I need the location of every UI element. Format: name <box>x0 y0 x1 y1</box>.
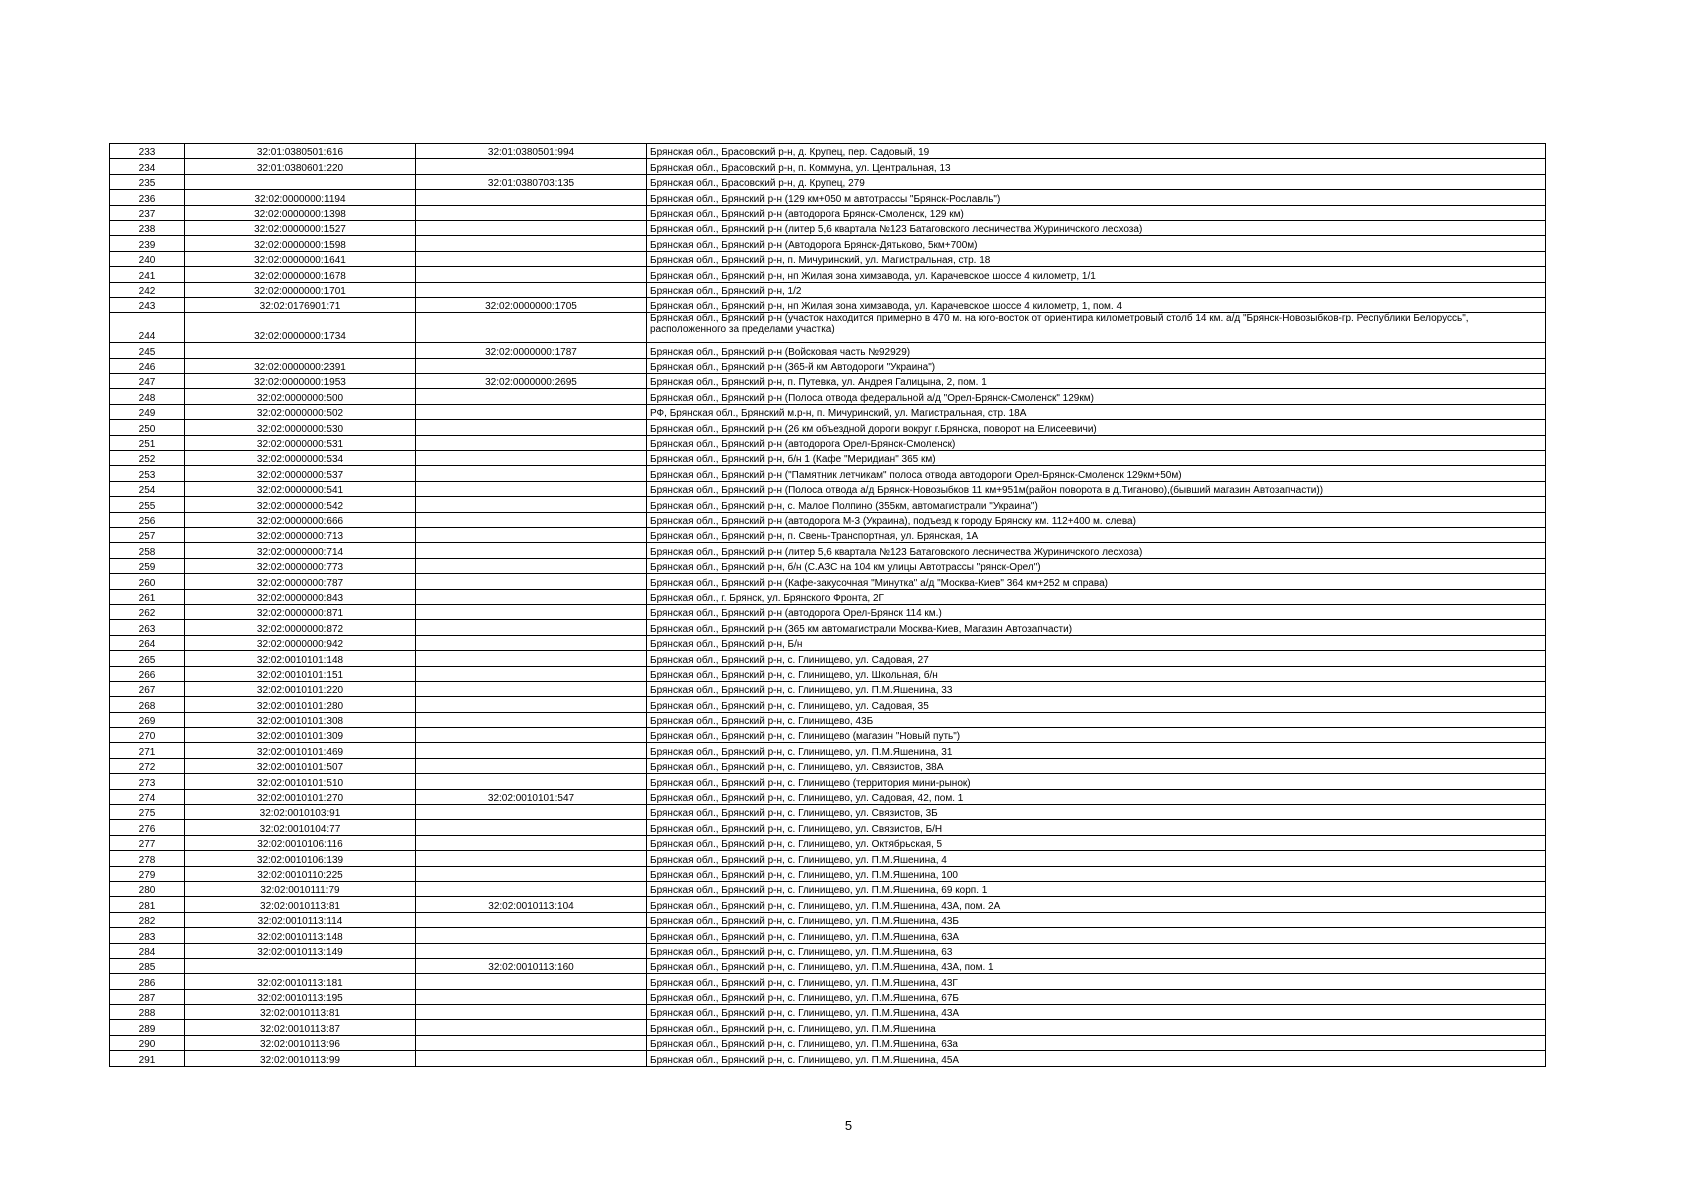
cadastral-number-cell: 32:02:0000000:843 <box>185 589 416 604</box>
cadastral-number-cell: 32:02:0000000:2391 <box>185 358 416 373</box>
row-number-cell: 283 <box>110 928 185 943</box>
table-row <box>110 558 1546 573</box>
table-row <box>110 866 1546 881</box>
row-number-cell: 249 <box>110 404 185 419</box>
cadastral-number-cell <box>185 343 416 358</box>
cadastral-number-cell: 32:02:0010101:469 <box>185 743 416 758</box>
cadastral-number-cell: 32:02:0010101:309 <box>185 728 416 743</box>
related-cadastral-number-cell <box>416 527 647 542</box>
address-cell: Брянская обл., Брянский р-н, с. Глинищево (территория мини-рынок) <box>647 774 1546 789</box>
related-cadastral-number-cell <box>416 251 647 266</box>
cadastral-number-cell: 32:02:0000000:534 <box>185 451 416 466</box>
table-row <box>110 313 1546 343</box>
cadastral-number-cell: 32:02:0000000:714 <box>185 543 416 558</box>
cadastral-number-cell: 32:02:0000000:502 <box>185 404 416 419</box>
row-number-cell: 272 <box>110 758 185 773</box>
table-row <box>110 527 1546 542</box>
address-cell: Брянская обл., Брянский р-н, с. Глинищево, ул. П.М.Яшенина, 43Б <box>647 912 1546 927</box>
address-cell: Брянская обл., Брасовский р-н, п. Коммуна, ул. Центральная, 13 <box>647 159 1546 174</box>
address-cell: Брянская обл., Брянский р-н, с. Глинищево, ул. П.М.Яшенина, 43Г <box>647 974 1546 989</box>
related-cadastral-number-cell <box>416 651 647 666</box>
property-table <box>109 143 1546 1067</box>
row-number-cell: 242 <box>110 282 185 297</box>
table-row <box>110 159 1546 174</box>
address-cell: Брянская обл., Брянский р-н, б/н 1 (Кафе "Меридиан" 365 км) <box>647 451 1546 466</box>
related-cadastral-number-cell <box>416 190 647 205</box>
address-cell: Брянская обл., Брасовский р-н, д. Крупец, 279 <box>647 174 1546 189</box>
table-row <box>110 1005 1546 1020</box>
address-cell: Брянская обл., Брянский р-н, п. Мичуринский, ул. Магистральная, стр. 18 <box>647 251 1546 266</box>
related-cadastral-number-cell <box>416 604 647 619</box>
cadastral-number-cell: 32:02:0010101:220 <box>185 681 416 696</box>
cadastral-number-cell: 32:02:0010101:151 <box>185 666 416 681</box>
related-cadastral-number-cell <box>416 912 647 927</box>
related-cadastral-number-cell <box>416 497 647 512</box>
address-cell: Брянская обл., Брянский р-н, с. Глинищево, ул. Школьная, б/н <box>647 666 1546 681</box>
table-row <box>110 897 1546 912</box>
related-cadastral-number-cell <box>416 635 647 650</box>
row-number-cell: 246 <box>110 358 185 373</box>
table-row <box>110 1035 1546 1050</box>
row-number-cell: 268 <box>110 697 185 712</box>
row-number-cell: 291 <box>110 1051 185 1066</box>
row-number-cell: 255 <box>110 497 185 512</box>
address-cell: Брянская обл., Брянский р-н, с. Глинищево, ул. Связистов, 3Б <box>647 805 1546 820</box>
cadastral-number-cell: 32:02:0010110:225 <box>185 866 416 881</box>
row-number-cell: 241 <box>110 267 185 282</box>
table-row <box>110 604 1546 619</box>
row-number-cell: 279 <box>110 866 185 881</box>
address-cell: Брянская обл., Брянский р-н, б/н (С.АЗС на 104 км улицы Автотрассы "рянск-Орел") <box>647 558 1546 573</box>
table-row <box>110 574 1546 589</box>
related-cadastral-number-cell <box>416 404 647 419</box>
table-row <box>110 881 1546 896</box>
address-cell: Брянская обл., Брянский р-н (365 км автомагистрали Москва-Киев, Магазин Автозапчасти) <box>647 620 1546 635</box>
related-cadastral-number-cell <box>416 989 647 1004</box>
address-cell: Брянская обл., Брянский р-н, с. Глинищево, ул. Связистов, 38А <box>647 758 1546 773</box>
table-row <box>110 1020 1546 1035</box>
row-number-cell: 284 <box>110 943 185 958</box>
table-row <box>110 774 1546 789</box>
table-row <box>110 512 1546 527</box>
address-cell: Брянская обл., Брянский р-н (365-й км Автодороги "Украина") <box>647 358 1546 373</box>
related-cadastral-number-cell: 32:01:0380501:994 <box>416 144 647 159</box>
related-cadastral-number-cell <box>416 282 647 297</box>
address-cell: Брянская обл., Брянский р-н (129 км+050 м автотрассы "Брянск-Рославль") <box>647 190 1546 205</box>
table-row <box>110 666 1546 681</box>
related-cadastral-number-cell <box>416 943 647 958</box>
related-cadastral-number-cell <box>416 758 647 773</box>
table-row <box>110 420 1546 435</box>
row-number-cell: 252 <box>110 451 185 466</box>
cadastral-number-cell: 32:02:0000000:1398 <box>185 205 416 220</box>
address-cell: Брянская обл., Брянский р-н, с. Глинищево, ул. П.М.Яшенина, 33 <box>647 681 1546 696</box>
address-cell: Брянская обл., Брянский р-н, Б/н <box>647 635 1546 650</box>
table-row <box>110 282 1546 297</box>
cadastral-number-cell: 32:02:0010113:87 <box>185 1020 416 1035</box>
row-number-cell: 287 <box>110 989 185 1004</box>
related-cadastral-number-cell <box>416 435 647 450</box>
related-cadastral-number-cell <box>416 1020 647 1035</box>
cadastral-number-cell: 32:02:0000000:1734 <box>185 313 416 343</box>
row-number-cell: 261 <box>110 589 185 604</box>
table-row <box>110 236 1546 251</box>
cadastral-number-cell: 32:02:0010111:79 <box>185 881 416 896</box>
table-row <box>110 789 1546 804</box>
table-row <box>110 374 1546 389</box>
related-cadastral-number-cell <box>416 220 647 235</box>
row-number-cell: 278 <box>110 851 185 866</box>
row-number-cell: 264 <box>110 635 185 650</box>
related-cadastral-number-cell <box>416 205 647 220</box>
cadastral-number-cell: 32:02:0000000:1953 <box>185 374 416 389</box>
address-cell: Брянская обл., Брянский р-н (автодорога Брянск-Смоленск, 129 км) <box>647 205 1546 220</box>
table-row <box>110 820 1546 835</box>
cadastral-number-cell: 32:02:0010113:114 <box>185 912 416 927</box>
address-cell: Брянская обл., Брянский р-н, с. Глинищево, ул. П.М.Яшенина, 63 <box>647 943 1546 958</box>
row-number-cell: 251 <box>110 435 185 450</box>
table-row <box>110 928 1546 943</box>
address-cell: Брянская обл., Брянский р-н, с. Глинищево, ул. П.М.Яшенина, 69 корп. 1 <box>647 881 1546 896</box>
related-cadastral-number-cell <box>416 728 647 743</box>
address-cell: Брянская обл., Брянский р-н, с. Глинищево, ул. П.М.Яшенина, 63А <box>647 928 1546 943</box>
address-cell: Брянская обл., Брянский р-н, с. Глинищево, ул. Связистов, Б/Н <box>647 820 1546 835</box>
row-number-cell: 289 <box>110 1020 185 1035</box>
table-row <box>110 758 1546 773</box>
cadastral-number-cell: 32:02:0000000:1678 <box>185 267 416 282</box>
address-cell: Брянская обл., Брянский р-н (автодорога Орел-Брянск-Смоленск) <box>647 435 1546 450</box>
cadastral-number-cell: 32:02:0000000:531 <box>185 435 416 450</box>
cadastral-number-cell: 32:02:0000000:542 <box>185 497 416 512</box>
table-row <box>110 697 1546 712</box>
related-cadastral-number-cell <box>416 820 647 835</box>
table-row <box>110 651 1546 666</box>
row-number-cell: 248 <box>110 389 185 404</box>
cadastral-number-cell: 32:02:0176901:71 <box>185 297 416 312</box>
address-cell: Брянская обл., Брянский р-н (автодорога Орел-Брянск 114 км.) <box>647 604 1546 619</box>
row-number-cell: 239 <box>110 236 185 251</box>
related-cadastral-number-cell <box>416 620 647 635</box>
table-row <box>110 620 1546 635</box>
row-number-cell: 233 <box>110 144 185 159</box>
table-row <box>110 943 1546 958</box>
table-row <box>110 635 1546 650</box>
row-number-cell: 243 <box>110 297 185 312</box>
table-row <box>110 358 1546 373</box>
table-row <box>110 144 1546 159</box>
address-cell: Брянская обл., Брянский р-н (литер 5,6 квартала №123 Батаговского лесничества Журиничского лесхоза) <box>647 543 1546 558</box>
related-cadastral-number-cell <box>416 389 647 404</box>
related-cadastral-number-cell <box>416 774 647 789</box>
table-row <box>110 805 1546 820</box>
related-cadastral-number-cell <box>416 712 647 727</box>
related-cadastral-number-cell <box>416 697 647 712</box>
cadastral-number-cell: 32:02:0000000:537 <box>185 466 416 481</box>
table-row <box>110 205 1546 220</box>
cadastral-number-cell: 32:02:0000000:1598 <box>185 236 416 251</box>
cadastral-number-cell: 32:02:0010113:195 <box>185 989 416 1004</box>
address-cell: Брянская обл., Брянский р-н, с. Глинищево, ул. Садовая, 42, пом. 1 <box>647 789 1546 804</box>
row-number-cell: 273 <box>110 774 185 789</box>
cadastral-number-cell: 32:02:0000000:942 <box>185 635 416 650</box>
table-row <box>110 174 1546 189</box>
cadastral-number-cell: 32:01:0380601:220 <box>185 159 416 174</box>
related-cadastral-number-cell <box>416 835 647 850</box>
related-cadastral-number-cell <box>416 481 647 496</box>
table-row <box>110 712 1546 727</box>
row-number-cell: 256 <box>110 512 185 527</box>
related-cadastral-number-cell <box>416 743 647 758</box>
related-cadastral-number-cell <box>416 881 647 896</box>
table-row <box>110 267 1546 282</box>
related-cadastral-number-cell <box>416 866 647 881</box>
row-number-cell: 282 <box>110 912 185 927</box>
related-cadastral-number-cell <box>416 681 647 696</box>
address-cell: Брянская обл., Брянский р-н, п. Путевка, ул. Андрея Галицына, 2, пом. 1 <box>647 374 1546 389</box>
address-cell: Брянская обл., Брянский р-н, п. Свень-Транспортная, ул. Брянская, 1А <box>647 527 1546 542</box>
address-cell: Брянская обл., Брянский р-н (автодорога М-3 (Украина), подъезд к городу Брянску км. 112+400 м. слева) <box>647 512 1546 527</box>
cadastral-number-cell: 32:02:0010104:77 <box>185 820 416 835</box>
row-number-cell: 288 <box>110 1005 185 1020</box>
row-number-cell: 269 <box>110 712 185 727</box>
table-row <box>110 835 1546 850</box>
cadastral-number-cell: 32:02:0010113:148 <box>185 928 416 943</box>
address-cell: Брянская обл., Брянский р-н (литер 5,6 квартала №123 Батаговского лесничества Журиничского лесхоза) <box>647 220 1546 235</box>
address-cell: Брянская обл., Брянский р-н (Автодорога Брянск-Дятьково, 5км+700м) <box>647 236 1546 251</box>
row-number-cell: 240 <box>110 251 185 266</box>
table-row <box>110 589 1546 604</box>
table-row <box>110 497 1546 512</box>
related-cadastral-number-cell <box>416 236 647 251</box>
row-number-cell: 260 <box>110 574 185 589</box>
row-number-cell: 274 <box>110 789 185 804</box>
table-row <box>110 912 1546 927</box>
address-cell: Брянская обл., Брянский р-н (Полоса отвода а/д Брянск-Новозыбков 11 км+951м(район поворота в д.Тиганово),(бывший магазин Автозапчасти)) <box>647 481 1546 496</box>
address-cell: Брянская обл., Брянский р-н, с. Глинищево, ул. П.М.Яшенина, 43А, пом. 2А <box>647 897 1546 912</box>
address-cell: Брянская обл., Брянский р-н, с. Глинищево, ул. П.М.Яшенина, 43А <box>647 1005 1546 1020</box>
related-cadastral-number-cell <box>416 313 647 343</box>
address-cell: Брянская обл., Брасовский р-н, д. Крупец, пер. Садовый, 19 <box>647 144 1546 159</box>
cadastral-number-cell: 32:02:0010101:507 <box>185 758 416 773</box>
address-cell: Брянская обл., Брянский р-н, с. Глинищево, ул. П.М.Яшенина, 63а <box>647 1035 1546 1050</box>
row-number-cell: 253 <box>110 466 185 481</box>
address-cell: Брянская обл., Брянский р-н (26 км объездной дороги вокруг г.Брянска, поворот на Елисеевичи) <box>647 420 1546 435</box>
row-number-cell: 280 <box>110 881 185 896</box>
cadastral-number-cell: 32:02:0010106:139 <box>185 851 416 866</box>
cadastral-number-cell <box>185 958 416 973</box>
related-cadastral-number-cell <box>416 451 647 466</box>
cadastral-number-cell: 32:02:0010101:270 <box>185 789 416 804</box>
cadastral-number-cell: 32:02:0000000:1194 <box>185 190 416 205</box>
address-cell: Брянская обл., Брянский р-н, 1/2 <box>647 282 1546 297</box>
cadastral-number-cell: 32:02:0010101:510 <box>185 774 416 789</box>
row-number-cell: 262 <box>110 604 185 619</box>
related-cadastral-number-cell <box>416 420 647 435</box>
cadastral-number-cell: 32:02:0000000:787 <box>185 574 416 589</box>
cadastral-number-cell: 32:02:0010113:96 <box>185 1035 416 1050</box>
address-cell: Брянская обл., Брянский р-н, с. Глинищево, ул. П.М.Яшенина <box>647 1020 1546 1035</box>
related-cadastral-number-cell <box>416 1035 647 1050</box>
cadastral-number-cell: 32:02:0010113:81 <box>185 1005 416 1020</box>
related-cadastral-number-cell: 32:02:0000000:1787 <box>416 343 647 358</box>
address-cell: Брянская обл., Брянский р-н, с. Глинищево, ул. П.М.Яшенина, 31 <box>647 743 1546 758</box>
address-cell: РФ, Брянская обл., Брянский м.р-н, п. Мичуринский, ул. Магистральная, стр. 18А <box>647 404 1546 419</box>
address-cell: Брянская обл., Брянский р-н (Кафе-закусочная "Минутка" а/д "Москва-Киев" 364 км+252 м справа) <box>647 574 1546 589</box>
cadastral-number-cell <box>185 174 416 189</box>
address-cell: Брянская обл., Брянский р-н (участок находится примерно в 470 м. на юго-восток от ориентира километровый столб 14 км. а/д "Брянск-Новозыбков-гр. Республики Белоруссь", расположенного за пределами участка) <box>647 313 1546 343</box>
related-cadastral-number-cell: 32:01:0380703:135 <box>416 174 647 189</box>
cadastral-number-cell: 32:02:0000000:871 <box>185 604 416 619</box>
related-cadastral-number-cell <box>416 589 647 604</box>
row-number-cell: 277 <box>110 835 185 850</box>
row-number-cell: 263 <box>110 620 185 635</box>
address-cell: Брянская обл., Брянский р-н (Полоса отвода федеральной а/д "Орел-Брянск-Смоленск" 129км) <box>647 389 1546 404</box>
row-number-cell: 247 <box>110 374 185 389</box>
cadastral-number-cell: 32:02:0010113:99 <box>185 1051 416 1066</box>
page-number: 5 <box>844 1118 853 1133</box>
related-cadastral-number-cell: 32:02:0010113:104 <box>416 897 647 912</box>
row-number-cell: 234 <box>110 159 185 174</box>
table-row <box>110 190 1546 205</box>
table-row <box>110 404 1546 419</box>
related-cadastral-number-cell: 32:02:0010113:160 <box>416 958 647 973</box>
address-cell: Брянская обл., Брянский р-н, с. Глинищево, ул. П.М.Яшенина, 45А <box>647 1051 1546 1066</box>
cadastral-number-cell: 32:02:0010113:149 <box>185 943 416 958</box>
row-number-cell: 286 <box>110 974 185 989</box>
address-cell: Брянская обл., Брянский р-н, нп Жилая зона химзавода, ул. Карачевское шоссе 4 километр, 1, пом. 4 <box>647 297 1546 312</box>
table-row <box>110 681 1546 696</box>
table-row <box>110 343 1546 358</box>
row-number-cell: 236 <box>110 190 185 205</box>
related-cadastral-number-cell <box>416 267 647 282</box>
address-cell: Брянская обл., Брянский р-н, с. Глинищево, ул. Садовая, 27 <box>647 651 1546 666</box>
related-cadastral-number-cell <box>416 466 647 481</box>
cadastral-number-cell: 32:02:0000000:666 <box>185 512 416 527</box>
table-row <box>110 481 1546 496</box>
row-number-cell: 245 <box>110 343 185 358</box>
row-number-cell: 270 <box>110 728 185 743</box>
row-number-cell: 259 <box>110 558 185 573</box>
related-cadastral-number-cell <box>416 159 647 174</box>
table-row <box>110 851 1546 866</box>
cadastral-number-cell: 32:02:0000000:713 <box>185 527 416 542</box>
related-cadastral-number-cell <box>416 512 647 527</box>
table-row <box>110 297 1546 312</box>
row-number-cell: 275 <box>110 805 185 820</box>
cadastral-number-cell: 32:02:0000000:1527 <box>185 220 416 235</box>
address-cell: Брянская обл., Брянский р-н, с. Глинищево, ул. Садовая, 35 <box>647 697 1546 712</box>
table-row <box>110 974 1546 989</box>
table-body <box>110 144 1546 1067</box>
related-cadastral-number-cell <box>416 1005 647 1020</box>
row-number-cell: 266 <box>110 666 185 681</box>
related-cadastral-number-cell <box>416 974 647 989</box>
row-number-cell: 265 <box>110 651 185 666</box>
address-cell: Брянская обл., Брянский р-н, с. Глинищево, ул. П.М.Яшенина, 67Б <box>647 989 1546 1004</box>
cadastral-number-cell: 32:02:0000000:1701 <box>185 282 416 297</box>
cadastral-number-cell: 32:02:0010113:81 <box>185 897 416 912</box>
cadastral-number-cell: 32:02:0000000:1641 <box>185 251 416 266</box>
cadastral-number-cell: 32:01:0380501:616 <box>185 144 416 159</box>
table-row <box>110 466 1546 481</box>
address-cell: Брянская обл., г. Брянск, ул. Брянского Фронта, 2Г <box>647 589 1546 604</box>
address-cell: Брянская обл., Брянский р-н, с. Глинищево, 43Б <box>647 712 1546 727</box>
cadastral-number-cell: 32:02:0010101:148 <box>185 651 416 666</box>
cadastral-number-cell: 32:02:0000000:872 <box>185 620 416 635</box>
table-row <box>110 220 1546 235</box>
related-cadastral-number-cell: 32:02:0000000:1705 <box>416 297 647 312</box>
row-number-cell: 238 <box>110 220 185 235</box>
row-number-cell: 285 <box>110 958 185 973</box>
related-cadastral-number-cell <box>416 805 647 820</box>
address-cell: Брянская обл., Брянский р-н, с. Глинищево, ул. П.М.Яшенина, 43А, пом. 1 <box>647 958 1546 973</box>
row-number-cell: 276 <box>110 820 185 835</box>
related-cadastral-number-cell <box>416 543 647 558</box>
related-cadastral-number-cell <box>416 358 647 373</box>
row-number-cell: 267 <box>110 681 185 696</box>
row-number-cell: 271 <box>110 743 185 758</box>
cadastral-number-cell: 32:02:0000000:500 <box>185 389 416 404</box>
related-cadastral-number-cell: 32:02:0000000:2695 <box>416 374 647 389</box>
cadastral-number-cell: 32:02:0010103:91 <box>185 805 416 820</box>
cadastral-number-cell: 32:02:0000000:541 <box>185 481 416 496</box>
row-number-cell: 258 <box>110 543 185 558</box>
related-cadastral-number-cell <box>416 851 647 866</box>
address-cell: Брянская обл., Брянский р-н, с. Глинищево, ул. Октябрьская, 5 <box>647 835 1546 850</box>
cadastral-number-cell: 32:02:0010101:308 <box>185 712 416 727</box>
related-cadastral-number-cell <box>416 1051 647 1066</box>
row-number-cell: 257 <box>110 527 185 542</box>
table-row <box>110 989 1546 1004</box>
row-number-cell: 235 <box>110 174 185 189</box>
table-row <box>110 728 1546 743</box>
address-cell: Брянская обл., Брянский р-н, с. Глинищево, ул. П.М.Яшенина, 4 <box>647 851 1546 866</box>
cadastral-number-cell: 32:02:0010106:116 <box>185 835 416 850</box>
row-number-cell: 290 <box>110 1035 185 1050</box>
address-cell: Брянская обл., Брянский р-н (Войсковая часть №92929) <box>647 343 1546 358</box>
row-number-cell: 237 <box>110 205 185 220</box>
address-cell: Брянская обл., Брянский р-н, с. Глинищево, ул. П.М.Яшенина, 100 <box>647 866 1546 881</box>
related-cadastral-number-cell <box>416 574 647 589</box>
table-row <box>110 958 1546 973</box>
address-cell: Брянская обл., Брянский р-н, нп Жилая зона химзавода, ул. Карачевское шоссе 4 километр, 1/1 <box>647 267 1546 282</box>
cadastral-number-cell: 32:02:0000000:773 <box>185 558 416 573</box>
address-cell: Брянская обл., Брянский р-н ("Памятник летчикам" полоса отвода автодороги Орел-Брянск-Смоленск 129км+50м) <box>647 466 1546 481</box>
table-row <box>110 543 1546 558</box>
row-number-cell: 250 <box>110 420 185 435</box>
table-row <box>110 1051 1546 1066</box>
table-row <box>110 251 1546 266</box>
table-row <box>110 435 1546 450</box>
table-row <box>110 743 1546 758</box>
table-row <box>110 451 1546 466</box>
table-row <box>110 389 1546 404</box>
row-number-cell: 254 <box>110 481 185 496</box>
related-cadastral-number-cell <box>416 928 647 943</box>
cadastral-number-cell: 32:02:0000000:530 <box>185 420 416 435</box>
cadastral-number-cell: 32:02:0010101:280 <box>185 697 416 712</box>
related-cadastral-number-cell <box>416 666 647 681</box>
cadastral-number-cell: 32:02:0010113:181 <box>185 974 416 989</box>
address-cell: Брянская обл., Брянский р-н, с. Глинищево (магазин "Новый путь") <box>647 728 1546 743</box>
address-cell: Брянская обл., Брянский р-н, с. Малое Полпино (355км, автомагистрали "Украина") <box>647 497 1546 512</box>
row-number-cell: 244 <box>110 313 185 343</box>
related-cadastral-number-cell <box>416 558 647 573</box>
related-cadastral-number-cell: 32:02:0010101:547 <box>416 789 647 804</box>
row-number-cell: 281 <box>110 897 185 912</box>
